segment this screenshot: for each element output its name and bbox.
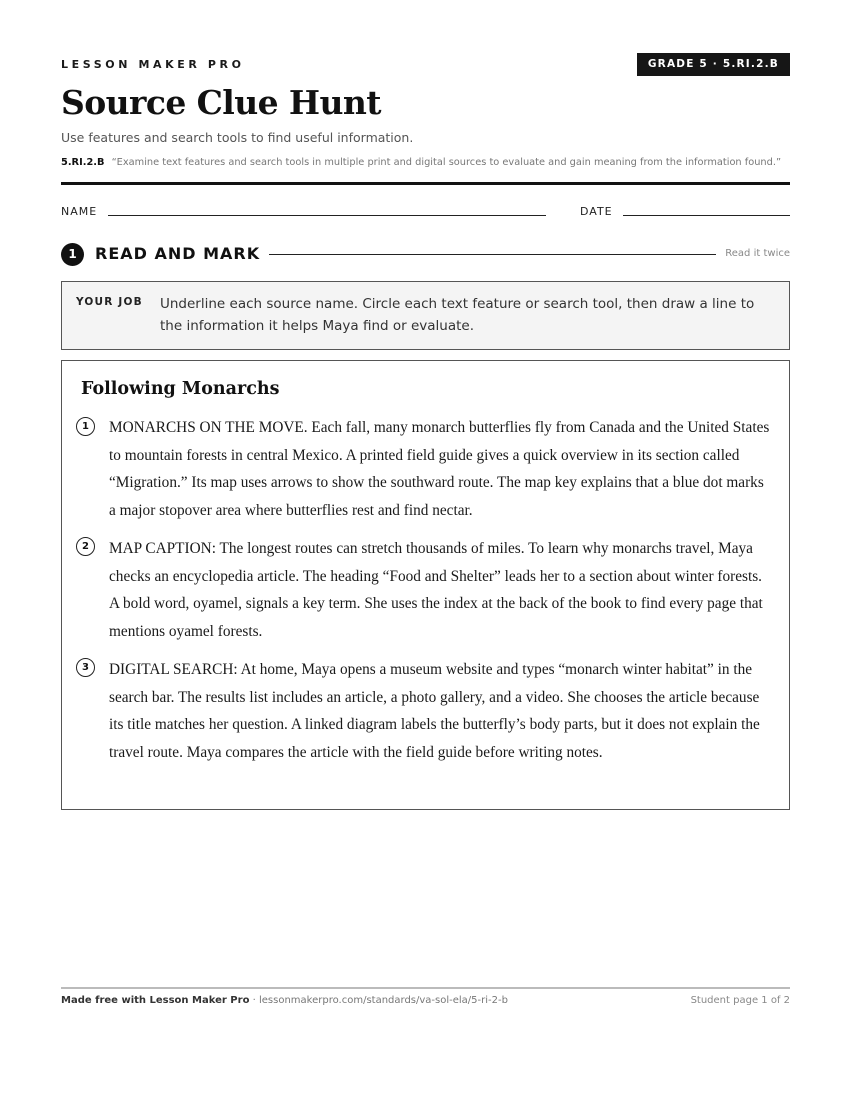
job-box <box>61 281 790 350</box>
page-title: Source Clue Hunt <box>61 83 381 122</box>
footer-divider <box>61 987 790 989</box>
passage-box <box>61 360 790 810</box>
paragraph-1: MONARCHS ON THE MOVE. Each fall, many monarch butterflies fly from Canada and the United States to mountain forests in central Mexico. A printed field guide gives a quick overview in its section called “Migration.” Its map uses arrows to show the southward route. The map key explains that a blue dot marks a major stopover area where butterflies rest and find nectar. <box>109 419 770 519</box>
footer-credit <box>61 995 508 1006</box>
paragraph-number-2: 2 <box>76 537 95 556</box>
footer-page-number: Student page 1 of 2 <box>690 995 790 1006</box>
brand-name: LESSON MAKER PRO <box>61 58 245 71</box>
paragraph-number-3: 3 <box>76 658 95 677</box>
job-instructions: Underline each source name. Circle each text feature or search tool, then draw a line to the information it helps Maya find or evaluate. <box>160 296 755 334</box>
paragraph-3: DIGITAL SEARCH: At home, Maya opens a museum website and types “monarch winter habitat” in the search bar. The results list includes an article, a photo gallery, and a video. She chooses the article because its title matches her question. A linked diagram labels the butterfly’s body parts, but it does not explain the travel route. Maya compares the article with the field guide before writing notes. <box>109 661 760 761</box>
footer-separator: · <box>249 995 259 1006</box>
standard-text: “Examine text features and search tools in multiple print and digital sources to evaluate and gain meaning from the information found.” <box>111 157 782 168</box>
section-title: READ AND MARK <box>95 244 261 263</box>
name-line[interactable] <box>108 215 546 216</box>
date-label: DATE <box>580 205 613 218</box>
footer-url[interactable]: lessonmakerpro.com/standards/va-sol-ela/5-ri-2-b <box>258 995 508 1006</box>
worksheet-page <box>61 0 790 1100</box>
standard-line <box>61 157 781 168</box>
date-line[interactable] <box>623 215 790 216</box>
paragraph-2: MAP CAPTION: The longest routes can stretch thousands of miles. To learn why monarchs travel, Maya checks an encyclopedia article. The heading “Food and Shelter” leads her to a section about winter forests. A bold word, oyamel, signals a key term. She uses the index at the back of the book to find every page that mentions oyamel forests. <box>109 540 763 640</box>
name-label: NAME <box>61 205 98 218</box>
section-rule <box>269 254 716 255</box>
grade-badge: GRADE 5 · 5.RI.2.B <box>637 53 790 76</box>
section-number-badge: 1 <box>61 243 84 266</box>
passage-title: Following Monarchs <box>81 379 280 399</box>
page-subtitle: Use features and search tools to find useful information. <box>61 130 414 145</box>
footer-made-with: Made free with Lesson Maker Pro <box>61 995 250 1006</box>
standard-code: 5.RI.2.B <box>61 157 105 168</box>
job-label: YOUR JOB <box>76 296 143 308</box>
section-note: Read it twice <box>725 248 790 259</box>
paragraph-number-1: 1 <box>76 417 95 436</box>
header-divider <box>61 182 790 185</box>
